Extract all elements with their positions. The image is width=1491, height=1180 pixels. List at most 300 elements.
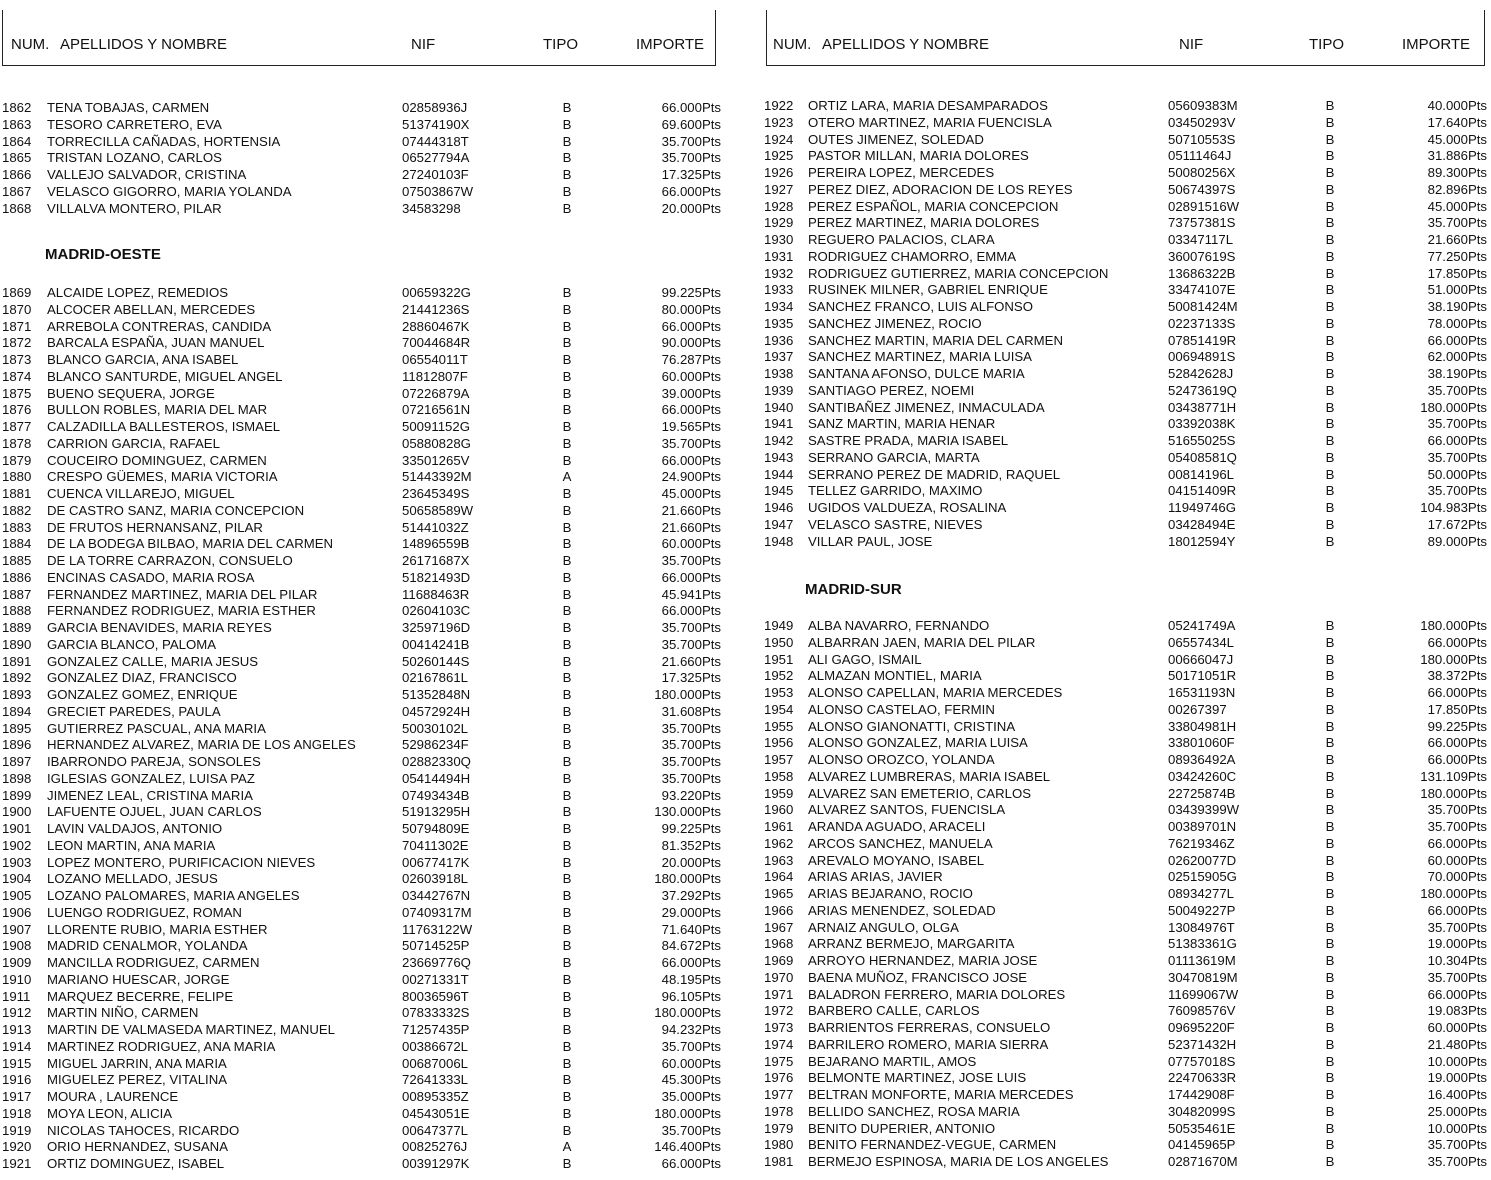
cell-tipo: B [1325, 416, 1335, 432]
table-row [760, 349, 1491, 366]
cell-nif: 00659322G [402, 285, 471, 300]
cell-nif: 00389701N [1168, 819, 1237, 834]
table-row [760, 450, 1491, 467]
table-row [760, 802, 1491, 819]
cell-num: 1867 [2, 183, 32, 199]
table-row [0, 637, 728, 654]
cell-tipo: B [1325, 802, 1335, 818]
cell-nif: 02871670M [1168, 1154, 1238, 1169]
cell-num: 1882 [2, 502, 32, 518]
cell-nif: 05609383M [1168, 98, 1238, 113]
cell-num: 1973 [764, 1020, 794, 1035]
table-row [760, 199, 1491, 216]
cell-tipo: B [1325, 198, 1335, 214]
cell-name: ALI GAGO, ISMAIL [808, 651, 922, 667]
cell-tipo: B [562, 787, 572, 803]
cell-num: 1918 [2, 1105, 32, 1121]
table-row [760, 1003, 1491, 1020]
table-row [760, 752, 1491, 769]
table-row [760, 652, 1491, 669]
cell-importe: 180.000Pts [654, 1105, 721, 1121]
cell-tipo: B [562, 1122, 572, 1138]
cell-importe: 20.000Pts [661, 200, 721, 216]
cell-name: ARIAS ARIAS, JAVIER [808, 869, 943, 885]
cell-name: PEREZ ESPAÑOL, MARIA CONCEPCION [808, 198, 1059, 214]
table-row [760, 266, 1491, 283]
cell-tipo: B [1325, 1053, 1335, 1069]
cell-nif: 28860467K [402, 318, 470, 334]
table-row [0, 587, 728, 604]
cell-num: 1958 [764, 768, 794, 784]
cell-name: ARREBOLA CONTRERAS, CANDIDA [47, 318, 272, 334]
cell-tipo: B [562, 569, 572, 585]
cell-tipo: B [1325, 1103, 1335, 1119]
cell-tipo: B [562, 318, 572, 334]
table-row [760, 366, 1491, 383]
cell-tipo: B [562, 100, 572, 115]
cell-importe: 39.000Pts [661, 385, 721, 401]
cell-num: 1952 [764, 668, 794, 684]
cell-nif: 11763122W [402, 921, 473, 937]
cell-name: MARTIN NIÑO, CARMEN [47, 1005, 199, 1021]
cell-num: 1909 [2, 955, 32, 970]
cell-tipo: B [1325, 181, 1335, 197]
table-row [0, 167, 728, 184]
cell-importe: 66.000Pts [661, 100, 721, 115]
cell-nif: 07757018S [1168, 1053, 1236, 1069]
cell-tipo: B [562, 133, 572, 149]
table-row [760, 383, 1491, 400]
cell-nif: 22470633R [1168, 1070, 1237, 1086]
cell-num: 1978 [764, 1103, 794, 1119]
cell-tipo: B [1325, 902, 1335, 918]
cell-importe: 10.000Pts [1427, 1053, 1487, 1069]
cell-num: 1925 [764, 148, 794, 164]
cell-name: ALONSO CASTELAO, FERMIN [808, 701, 995, 717]
cell-name: ARROYO HERNANDEZ, MARIA JOSE [808, 953, 1038, 968]
table-row [0, 503, 728, 520]
table-row [0, 570, 728, 587]
table-row [760, 467, 1491, 484]
cell-num: 1889 [2, 620, 32, 635]
cell-importe: 180.000Pts [1420, 399, 1487, 415]
cell-tipo: B [562, 150, 572, 166]
cell-nif: 13084976T [1168, 919, 1235, 935]
left-header [2, 10, 716, 66]
table-row [0, 201, 728, 218]
table-row [760, 987, 1491, 1004]
cell-tipo: B [562, 720, 572, 736]
cell-name: MIGUEL JARRIN, ANA MARIA [47, 1055, 227, 1071]
table-row [760, 483, 1491, 500]
cell-importe: 66.000Pts [1427, 902, 1487, 918]
cell-nif: 07833332S [402, 1005, 470, 1021]
cell-importe: 66.000Pts [1427, 735, 1487, 751]
cell-importe: 93.220Pts [661, 787, 721, 803]
cell-name: LOZANO PALOMARES, MARIA ANGELES [47, 888, 300, 903]
cell-num: 1888 [2, 603, 32, 619]
cell-tipo: B [562, 335, 572, 351]
cell-importe: 35.700Pts [1427, 449, 1487, 465]
cell-nif: 51821493D [402, 569, 471, 585]
cell-tipo: B [562, 1038, 572, 1054]
cell-name: OUTES JIMENEZ, SOLEDAD [808, 131, 984, 147]
cell-num: 1876 [2, 402, 32, 418]
cell-tipo: B [562, 352, 572, 367]
table-row [760, 299, 1491, 316]
table-row [0, 737, 728, 754]
cell-nif: 02167861L [402, 670, 469, 686]
cell-nif: 05241749A [1168, 618, 1236, 633]
cell-nif: 00666047J [1168, 651, 1234, 667]
cell-importe: 66.000Pts [661, 603, 721, 619]
cell-num: 1917 [2, 1089, 32, 1104]
cell-importe: 10.000Pts [1427, 1120, 1487, 1136]
cell-num: 1898 [2, 770, 32, 786]
cell-num: 1916 [2, 1072, 32, 1088]
cell-tipo: B [562, 854, 572, 870]
cell-name: BLANCO GARCIA, ANA ISABEL [47, 352, 239, 367]
table-row [0, 955, 728, 972]
cell-tipo: B [562, 419, 572, 434]
table-row [0, 402, 728, 419]
cell-num: 1880 [2, 469, 32, 485]
table-row [0, 386, 728, 403]
cell-importe: 17.850Pts [1427, 701, 1487, 717]
table-row [0, 687, 728, 704]
cell-num: 1948 [764, 533, 794, 549]
cell-num: 1934 [764, 299, 794, 314]
cell-num: 1957 [764, 752, 794, 767]
table-row [0, 335, 728, 352]
cell-tipo: B [562, 519, 572, 535]
cell-nif: 11812807F [402, 368, 468, 384]
cell-name: TORRECILLA CAÑADAS, HORTENSIA [47, 133, 281, 149]
cell-name: ARANDA AGUADO, ARACELI [808, 819, 986, 834]
cell-tipo: B [562, 167, 572, 182]
table-row [760, 903, 1491, 920]
cell-name: ALVAREZ SANTOS, FUENCISLA [808, 802, 1006, 818]
cell-importe: 17.325Pts [661, 167, 721, 182]
cell-nif: 23645349S [402, 486, 470, 501]
cell-tipo: B [1325, 114, 1335, 130]
cell-nif: 07851419R [1168, 332, 1237, 348]
table-row [760, 400, 1491, 417]
cell-nif: 00814196L [1168, 466, 1235, 482]
cell-nif: 52842628J [1168, 366, 1234, 381]
cell-tipo: B [1325, 282, 1335, 298]
cell-num: 1885 [2, 553, 32, 568]
cell-tipo: B [562, 670, 572, 686]
table-row [760, 836, 1491, 853]
cell-name: BEJARANO MARTIL, AMOS [808, 1053, 977, 1069]
cell-importe: 82.896Pts [1427, 181, 1487, 197]
cell-num: 1865 [2, 150, 32, 166]
cell-importe: 31.886Pts [1427, 148, 1487, 164]
cell-nif: 01113619M [1168, 953, 1236, 968]
cell-name: SERRANO GARCIA, MARTA [808, 449, 980, 465]
cell-tipo: B [562, 636, 572, 652]
cell-name: FERNANDEZ MARTINEZ, MARIA DEL PILAR [47, 586, 318, 602]
cell-num: 1895 [2, 720, 32, 736]
table-row [760, 534, 1491, 551]
cell-nif: 51443392M [402, 469, 472, 485]
table-row [760, 282, 1491, 299]
cell-name: PASTOR MILLAN, MARIA DOLORES [808, 148, 1029, 164]
cell-name: GONZALEZ CALLE, MARIA JESUS [47, 653, 259, 669]
table-row [760, 433, 1491, 450]
cell-tipo: B [562, 1072, 572, 1088]
cell-num: 1931 [764, 248, 794, 264]
cell-importe: 70.000Pts [1427, 869, 1487, 885]
cell-nif: 14896559B [402, 536, 470, 552]
cell-importe: 60.000Pts [1427, 852, 1487, 868]
cell-tipo: B [1325, 1154, 1335, 1169]
table-row [0, 704, 728, 721]
cell-num: 1944 [764, 466, 794, 482]
cell-nif: 02603918L [402, 871, 469, 887]
cell-name: NICOLAS TAHOCES, RICARDO [47, 1122, 240, 1138]
cell-nif: 08934277L [1168, 886, 1235, 901]
cell-num: 1894 [2, 703, 32, 719]
cell-nif: 00414241B [402, 636, 470, 652]
cell-name: RODRIGUEZ GUTIERREZ, MARIA CONCEPCION [808, 265, 1109, 281]
cell-name: ALONSO GIANONATTI, CRISTINA [808, 718, 1016, 734]
cell-importe: 16.400Pts [1427, 1087, 1487, 1102]
cell-num: 1923 [764, 114, 794, 130]
cell-nif: 50535461E [1168, 1120, 1236, 1136]
cell-nif: 00647377L [402, 1122, 469, 1138]
cell-nif: 00895335Z [402, 1089, 469, 1104]
cell-tipo: B [1325, 299, 1335, 314]
cell-nif: 04151409R [1168, 483, 1237, 499]
cell-name: VILLALVA MONTERO, PILAR [47, 200, 222, 216]
cell-num: 1897 [2, 754, 32, 769]
cell-tipo: B [1325, 483, 1335, 499]
cell-importe: 99.225Pts [661, 821, 721, 836]
cell-importe: 71.640Pts [661, 921, 721, 937]
cell-importe: 17.325Pts [661, 670, 721, 686]
cell-importe: 180.000Pts [654, 871, 721, 887]
cell-tipo: B [1325, 500, 1335, 515]
cell-name: PEREZ MARTINEZ, MARIA DOLORES [808, 215, 1040, 231]
table-row [0, 1123, 728, 1140]
cell-nif: 33474107E [1168, 282, 1236, 298]
cell-nif: 52371432H [1168, 1036, 1237, 1052]
cell-importe: 35.700Pts [661, 720, 721, 736]
table-row [0, 285, 728, 302]
cell-importe: 37.292Pts [661, 888, 721, 903]
cell-nif: 06557434L [1168, 634, 1235, 650]
cell-name: SANCHEZ MARTIN, MARIA DEL CARMEN [808, 332, 1063, 348]
cell-tipo: B [1325, 1003, 1335, 1019]
cell-tipo: B [1325, 1137, 1335, 1153]
cell-nif: 76098576V [1168, 1003, 1236, 1019]
cell-tipo: B [1325, 735, 1335, 751]
cell-importe: 35.700Pts [1427, 919, 1487, 935]
cell-num: 1968 [764, 936, 794, 952]
cell-name: MANCILLA RODRIGUEZ, CARMEN [47, 955, 260, 970]
cell-importe: 48.195Pts [661, 971, 721, 987]
cell-num: 1961 [764, 819, 794, 834]
cell-num: 1936 [764, 332, 794, 348]
cell-tipo: B [1325, 785, 1335, 801]
cell-nif: 00694891S [1168, 349, 1236, 365]
cell-num: 1872 [2, 335, 32, 351]
cell-tipo: B [562, 971, 572, 987]
cell-tipo: B [1325, 265, 1335, 281]
cell-importe: 131.109Pts [1420, 768, 1487, 784]
cell-tipo: B [562, 285, 572, 300]
cell-name: ARIAS BEJARANO, ROCIO [808, 886, 973, 901]
cell-name: LAVIN VALDAJOS, ANTONIO [47, 821, 223, 836]
cell-nif: 27240103F [402, 167, 469, 182]
cell-num: 1959 [764, 785, 794, 801]
cell-tipo: B [562, 687, 572, 702]
cell-tipo: B [1325, 1036, 1335, 1052]
cell-tipo: B [1325, 969, 1335, 985]
cell-importe: 10.304Pts [1427, 953, 1487, 968]
cell-nif: 13686322B [1168, 265, 1236, 281]
cell-importe: 69.600Pts [661, 116, 721, 132]
table-row [0, 520, 728, 537]
cell-num: 1883 [2, 519, 32, 535]
cell-nif: 32597196D [402, 620, 471, 635]
cell-importe: 35.700Pts [1427, 1154, 1487, 1169]
header-name: APELLIDOS Y NOMBRE [60, 36, 228, 53]
cell-nif: 52986234F [402, 737, 469, 753]
cell-importe: 96.105Pts [661, 988, 721, 1004]
cell-num: 1970 [764, 969, 794, 985]
cell-nif: 50171051R [1168, 668, 1237, 684]
cell-importe: 180.000Pts [1420, 886, 1487, 901]
cell-tipo: B [1325, 131, 1335, 147]
cell-tipo: B [1325, 1020, 1335, 1035]
cell-nif: 07493434B [402, 787, 470, 803]
cell-tipo: B [562, 502, 572, 518]
cell-nif: 00825276J [402, 1139, 468, 1155]
cell-num: 1956 [764, 735, 794, 751]
table-row [760, 869, 1491, 886]
cell-nif: 22725874B [1168, 785, 1236, 801]
cell-name: CUENCA VILLAREJO, MIGUEL [47, 486, 235, 501]
cell-name: MADRID CENALMOR, YOLANDA [47, 938, 248, 954]
table-row [0, 855, 728, 872]
table-row [760, 1154, 1491, 1171]
cell-importe: 38.190Pts [1427, 299, 1487, 314]
cell-nif: 18012594Y [1168, 533, 1236, 549]
cell-importe: 90.000Pts [661, 335, 721, 351]
cell-importe: 29.000Pts [661, 904, 721, 920]
cell-num: 1971 [764, 986, 794, 1002]
cell-importe: 60.000Pts [661, 368, 721, 384]
cell-tipo: B [562, 1156, 572, 1171]
cell-tipo: B [562, 368, 572, 384]
table-row [760, 132, 1491, 149]
cell-importe: 60.000Pts [1427, 1020, 1487, 1035]
cell-tipo: B [1325, 248, 1335, 264]
cell-num: 1915 [2, 1055, 32, 1071]
table-row [760, 316, 1491, 333]
cell-nif: 05408581Q [1168, 449, 1237, 465]
table-row [0, 754, 728, 771]
cell-tipo: B [1325, 852, 1335, 868]
cell-nif: 07503867W [402, 183, 474, 199]
cell-importe: 17.850Pts [1427, 265, 1487, 281]
cell-tipo: B [1325, 869, 1335, 885]
cell-num: 1896 [2, 737, 32, 753]
header-num: NUM. [773, 36, 812, 53]
cell-tipo: B [562, 586, 572, 602]
cell-tipo: B [1325, 449, 1335, 465]
cell-name: ALVAREZ LUMBRERAS, MARIA ISABEL [808, 768, 1051, 784]
cell-name: DE LA TORRE CARRAZON, CONSUELO [47, 553, 293, 568]
table-row [0, 100, 728, 117]
cell-name: BELTRAN MONFORTE, MARIA MERCEDES [808, 1087, 1074, 1102]
cell-name: SANTANA AFONSO, DULCE MARIA [808, 366, 1025, 381]
cell-name: ALVAREZ SAN EMETERIO, CARLOS [808, 785, 1032, 801]
cell-nif: 21441236S [402, 301, 470, 317]
cell-name: LUENGO RODRIGUEZ, ROMAN [47, 904, 242, 920]
table-row [0, 1089, 728, 1106]
cell-name: LEON MARTIN, ANA MARIA [47, 837, 216, 853]
table-row [760, 819, 1491, 836]
cell-importe: 35.700Pts [1427, 483, 1487, 499]
cell-importe: 66.000Pts [1427, 835, 1487, 851]
cell-nif: 30470819M [1168, 969, 1238, 985]
cell-num: 1966 [764, 902, 794, 918]
cell-tipo: B [1325, 986, 1335, 1002]
cell-num: 1972 [764, 1003, 794, 1019]
cell-num: 1941 [764, 416, 794, 432]
cell-nif: 76219346Z [1168, 835, 1235, 851]
cell-importe: 35.700Pts [1427, 819, 1487, 834]
cell-name: GARCIA BLANCO, PALOMA [47, 636, 217, 652]
cell-importe: 35.700Pts [1427, 416, 1487, 432]
table-row [760, 735, 1491, 752]
cell-num: 1942 [764, 433, 794, 448]
cell-importe: 24.900Pts [661, 469, 721, 485]
section-heading: MADRID-SUR [805, 581, 902, 598]
table-row [760, 886, 1491, 903]
cell-num: 1951 [764, 651, 794, 667]
cell-tipo: B [562, 1022, 572, 1037]
cell-tipo: B [562, 301, 572, 317]
cell-name: ARCOS SANCHEZ, MANUELA [808, 835, 993, 851]
cell-name: GUTIERREZ PASCUAL, ANA MARIA [47, 720, 266, 736]
cell-num: 1924 [764, 131, 794, 147]
cell-name: MOYA LEON, ALICIA [47, 1105, 173, 1121]
cell-name: AREVALO MOYANO, ISABEL [808, 852, 985, 868]
cell-name: VALLEJO SALVADOR, CRISTINA [47, 167, 247, 182]
table-row [760, 853, 1491, 870]
cell-name: GARCIA BENAVIDES, MARIA REYES [47, 620, 272, 635]
cell-importe: 146.400Pts [654, 1139, 721, 1155]
cell-num: 1878 [2, 435, 32, 451]
cell-nif: 06554011T [402, 352, 468, 367]
cell-name: CRESPO GÜEMES, MARIA VICTORIA [47, 469, 278, 485]
cell-num: 1908 [2, 938, 32, 954]
cell-name: ARNAIZ ANGULO, OLGA [808, 919, 959, 935]
cell-num: 1910 [2, 971, 32, 987]
cell-importe: 80.000Pts [661, 301, 721, 317]
cell-name: ALONSO GONZALEZ, MARIA LUISA [808, 735, 1028, 751]
cell-name: RUSINEK MILNER, GABRIEL ENRIQUE [808, 282, 1048, 298]
table-row [760, 1054, 1491, 1071]
header-nif: NIF [411, 36, 436, 53]
cell-tipo: B [1325, 936, 1335, 952]
cell-tipo: B [1325, 332, 1335, 348]
